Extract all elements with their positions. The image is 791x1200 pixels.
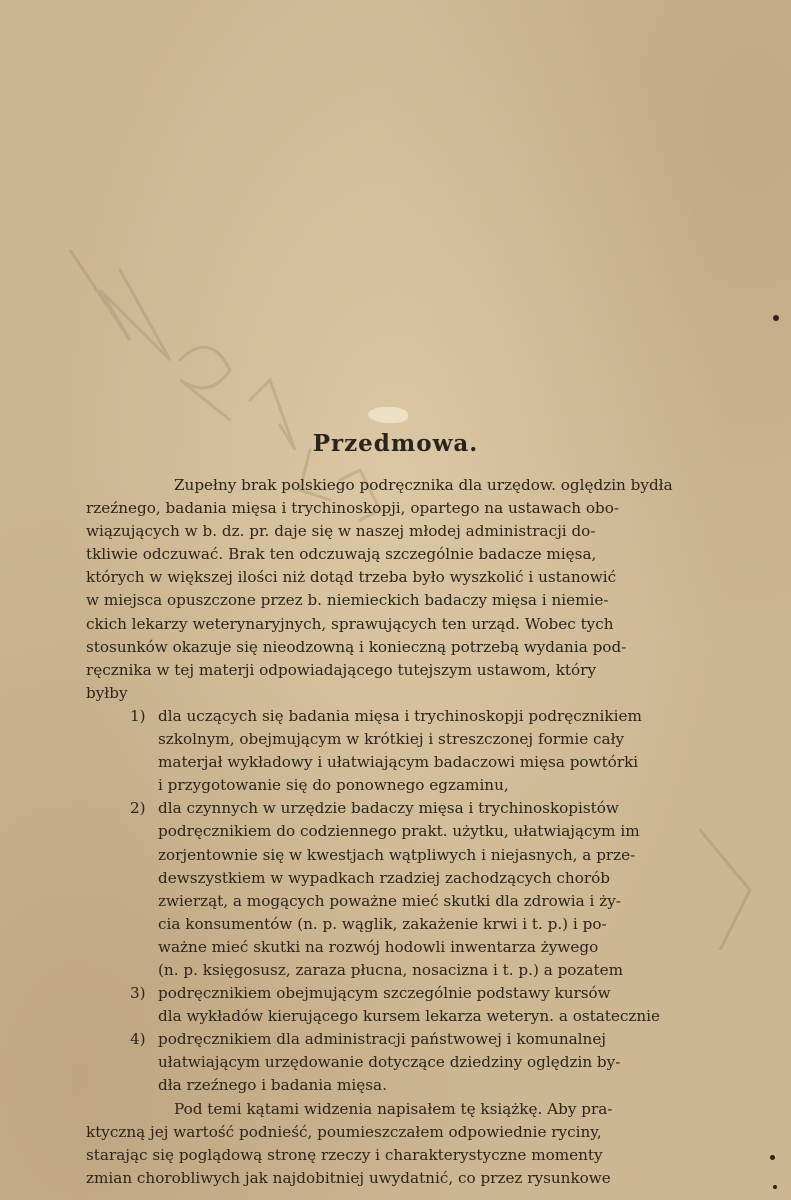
text-line: wiązujących w b. dz. pr. daje się w naszej młodej administracji do- bbox=[86, 522, 596, 541]
text-line: w miejsca opuszczone przez b. niemieckich badaczy mięsa i niemie- bbox=[86, 591, 609, 610]
text-line: zorjentownie się w kwestjach wątpliwych i niejasnych, a prze- bbox=[158, 845, 636, 864]
text-line: dewszystkiem w wypadkach rzadziej zachodzących chorób bbox=[158, 868, 610, 887]
ink-speck bbox=[773, 315, 779, 321]
text-line: zmian chorobliwych jak najdobitniej uwydatnić, co przez rysunkowe bbox=[86, 1168, 611, 1187]
text-line: rzeźnego, badania mięsa i trychinoskopji, opartego na ustawach obo- bbox=[86, 499, 619, 518]
text-line: podręcznikiem do codziennego prakt. użytku, ułatwiającym im bbox=[158, 822, 640, 841]
text-line: cia konsumentów (n. p. wąglik, zakażenie krwi i t. p.) i po- bbox=[158, 914, 607, 933]
list-number: 3) bbox=[130, 984, 146, 1003]
list-item bbox=[86, 1028, 700, 1051]
text-line: których w większej ilości niż dotąd trzeba było wyszkolić i ustanowić bbox=[86, 568, 617, 587]
text-line: stosunków okazuje się nieodzowną i konieczną potrzebą wydania pod- bbox=[86, 637, 627, 656]
text-line: tkliwie odczuwać. Brak ten odczuwają szczególnie badacze mięsa, bbox=[86, 545, 597, 564]
ink-speck bbox=[770, 1155, 775, 1160]
text-line: dła rzeźnego i badania mięsa. bbox=[158, 1076, 387, 1095]
text-line: Pod temi kątami widzenia napisałem tę książkę. Aby pra- bbox=[174, 1099, 613, 1118]
list-number: 2) bbox=[130, 799, 146, 818]
text-line: starając się poglądową stronę rzeczy i charakterystyczne momenty bbox=[86, 1145, 603, 1164]
list-number: 1) bbox=[130, 706, 146, 725]
page-title: Przedmowa. bbox=[312, 430, 479, 457]
text-line: ktyczną jej wartość podnieść, poumieszczałem odpowiednie ryciny, bbox=[86, 1122, 602, 1141]
text-line: ckich lekarzy weterynaryjnych, sprawujących ten urząd. Wobec tych bbox=[86, 614, 614, 633]
list-item bbox=[86, 982, 700, 1005]
text-line: byłby bbox=[86, 683, 128, 702]
list-item bbox=[86, 797, 700, 820]
text-line: dla uczących się badania mięsa i trychinoskopji podręcznikiem bbox=[158, 706, 642, 725]
text-line: zwierząt, a mogących poważne mieć skutki dla zdrowia i ży- bbox=[158, 891, 621, 910]
text-line: szkolnym, obejmującym w krótkiej i streszczonej formie cały bbox=[158, 730, 625, 749]
text-line: (n. p. księgosusz, zaraza płucna, nosacizna i t. p.) a pozatem bbox=[158, 960, 623, 979]
text-line: dla czynnych w urzędzie badaczy mięsa i trychinoskopistów bbox=[158, 799, 619, 818]
body-text bbox=[86, 474, 700, 1190]
paper-tear bbox=[368, 407, 408, 423]
text-line: ręcznika w tej materji odpowiadającego tutejszym ustawom, który bbox=[86, 660, 597, 679]
text-line: podręcznikiem dla administracji państwowej i komunalnej bbox=[158, 1030, 607, 1049]
text-line: podręcznikiem obejmującym szczególnie podstawy kursów bbox=[158, 984, 611, 1003]
text-line: Zupełny brak polskiego podręcznika dla urzędow. oględzin bydła bbox=[174, 476, 673, 494]
list-number: 4) bbox=[130, 1030, 146, 1049]
text-line: ułatwiającym urzędowanie dotyczące dziedziny oględzin by- bbox=[158, 1053, 621, 1072]
text-line: dla wykładów kierującego kursem lekarza weteryn. a ostatecznie bbox=[158, 1007, 661, 1026]
text-line: i przygotowanie się do ponownego egzaminu, bbox=[158, 776, 509, 795]
text-line: ważne mieć skutki na rozwój hodowli inwentarza żywego bbox=[158, 937, 599, 956]
text-line: materjał wykładowy i ułatwiającym badaczowi mięsa powtórki bbox=[158, 753, 639, 772]
list-item bbox=[86, 705, 700, 728]
ink-speck bbox=[773, 1185, 777, 1189]
